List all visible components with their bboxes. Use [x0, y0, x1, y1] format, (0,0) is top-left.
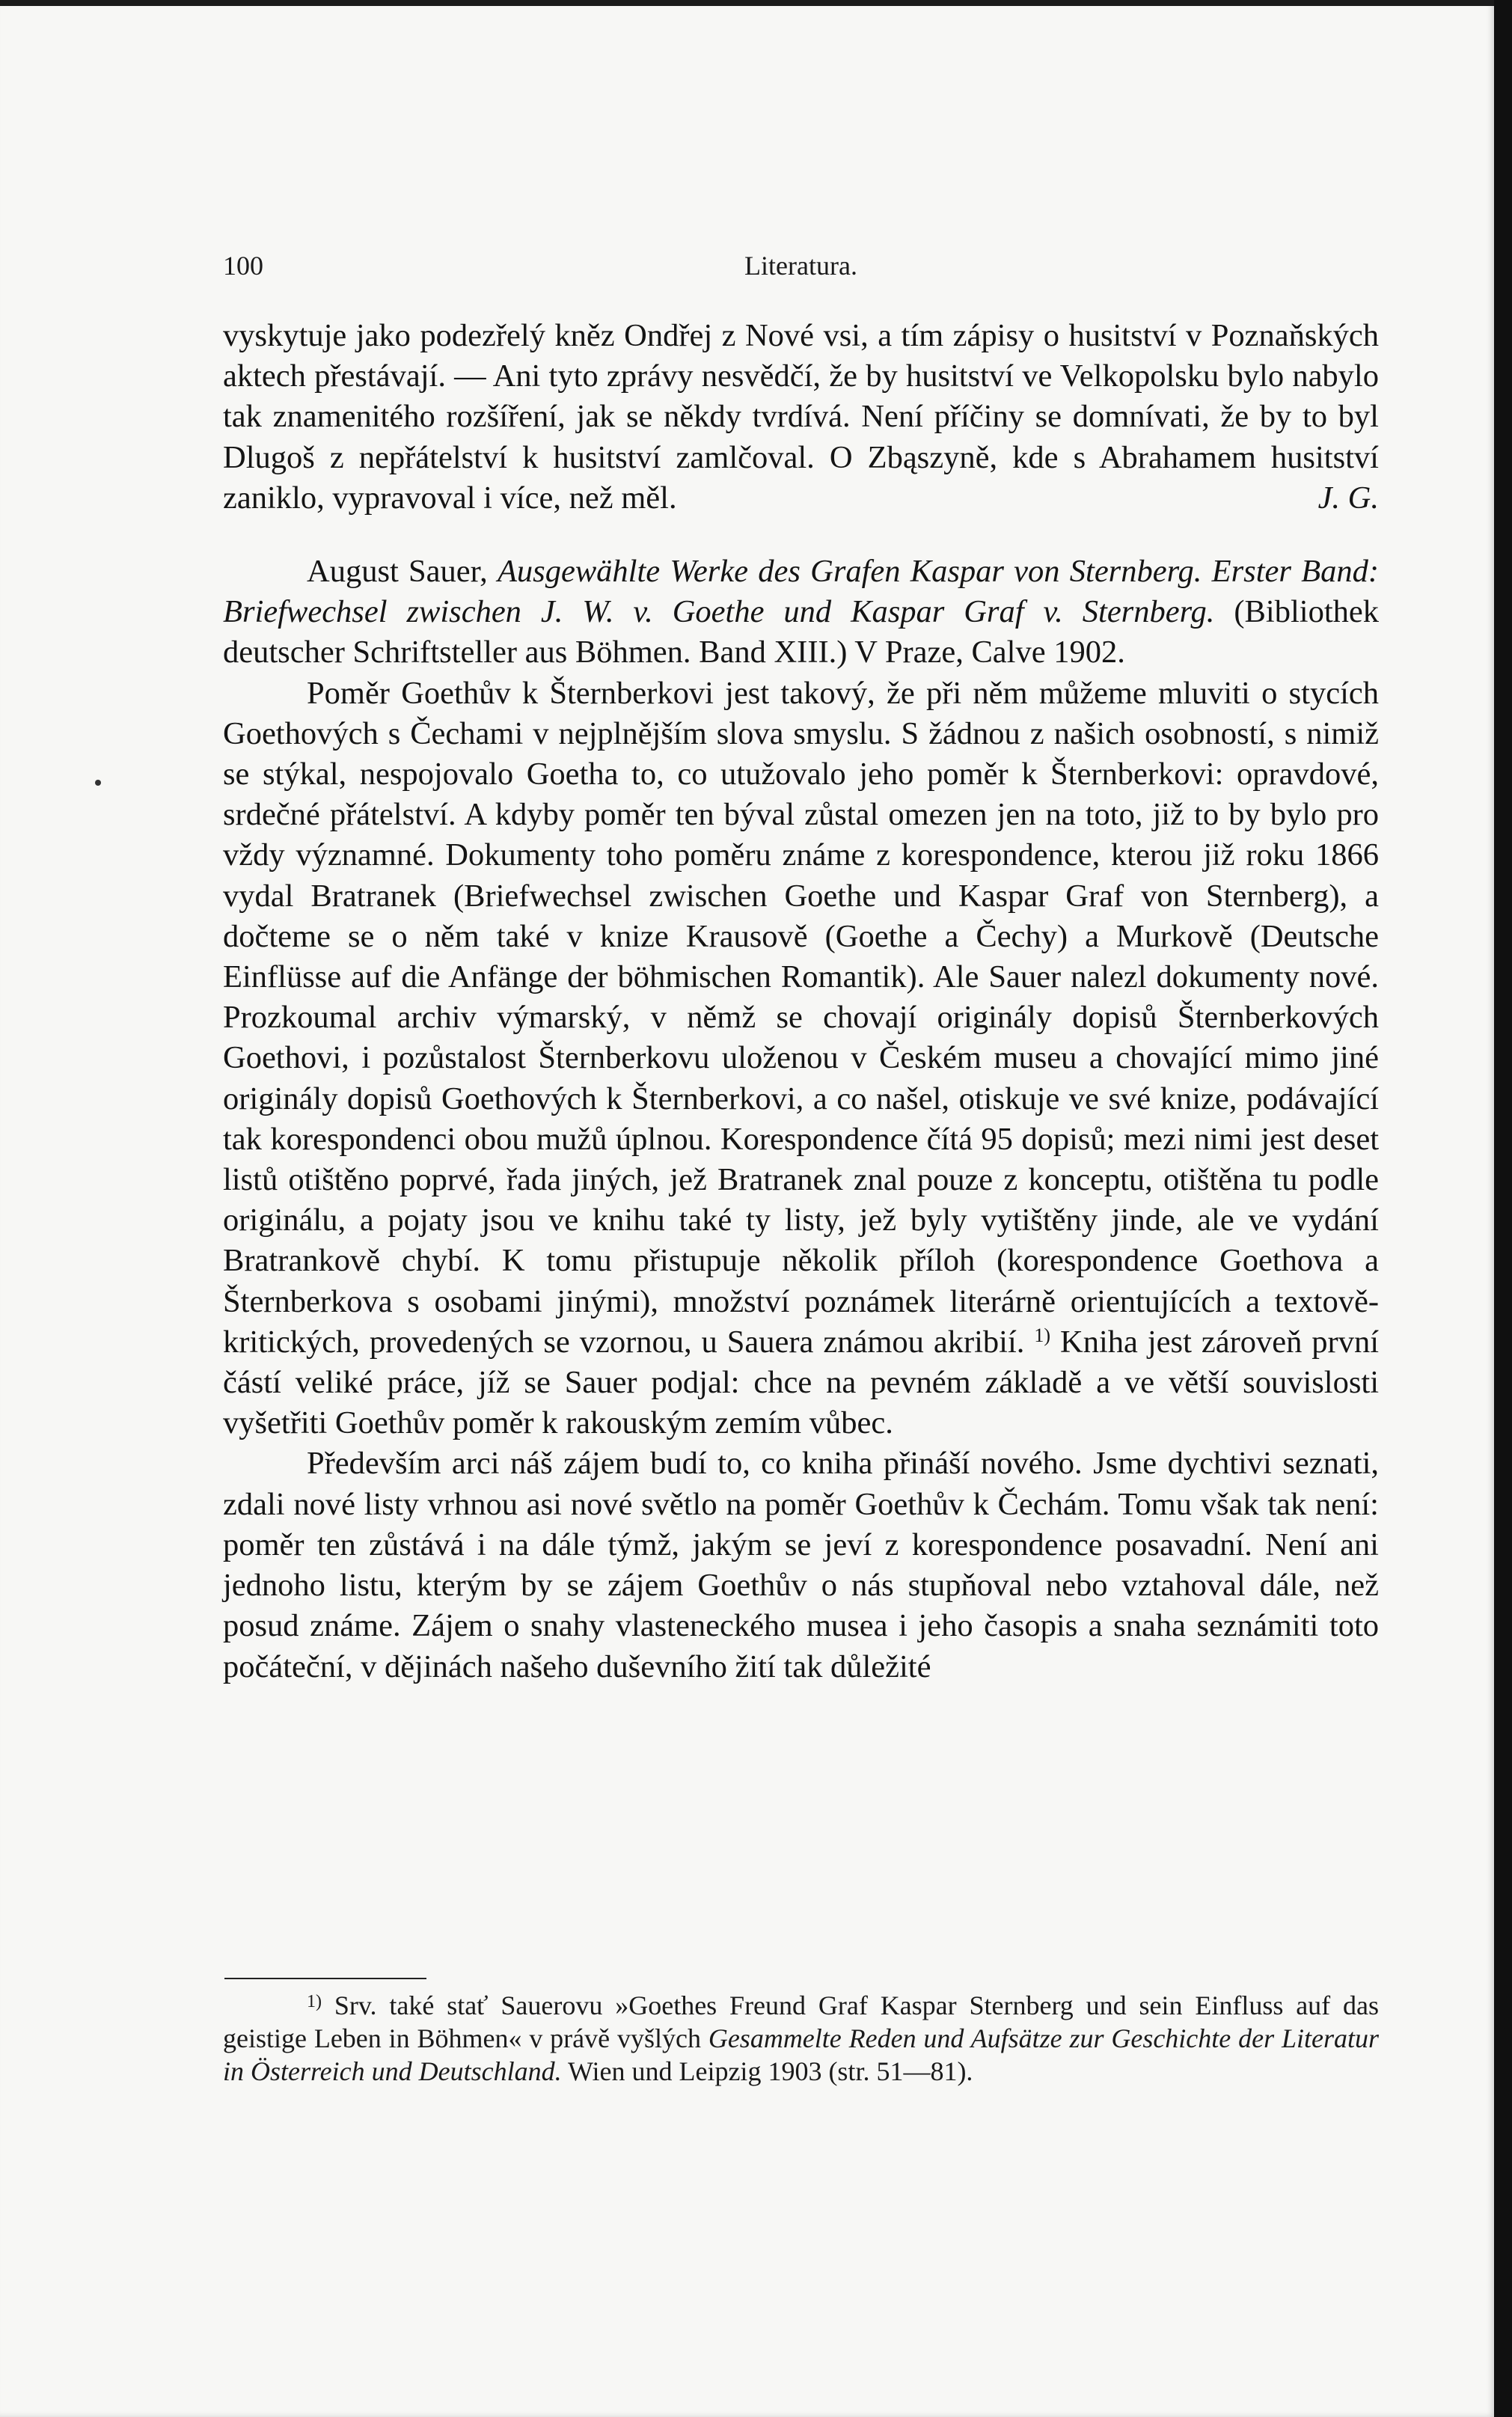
footnote-text-end: Wien und Leipzig 1903 (str. 51—81). [567, 2056, 973, 2086]
main-text [223, 316, 1379, 1687]
reference-title: Ausgewählte Werke des Grafen Kaspar von Sternberg. Erster Band: Briefwechsel zwischen J. W. v. Goethe und Kaspar Graf v. Sternberg. [223, 554, 1379, 630]
paragraph-2 [223, 673, 1379, 1444]
page-number: 100 [223, 251, 263, 281]
paragraph-3-text: Především arci náš zájem budí to, co kniha přináší nového. Jsme dychtivi seznati, zdali nové listy vrhnou asi nové světlo na poměr Goethův k Čechám. Tomu však tak není: poměr ten zůstává i na dále týmž, jakým se jeví z korespondence posavadní. Není ani jednoho listu, kterým by se zájem Goethův o nás stupňoval nebo vztahoval dále, než posud známe. Zájem o snahy vlasteneckého musea i jeho časopis a snaha seznámiti toto počáteční, v dějinách našeho duševního žití tak důležité [223, 1446, 1379, 1684]
scan-border-right [1494, 0, 1512, 2417]
running-title: Literatura. [744, 251, 857, 281]
paragraph-1 [223, 316, 1379, 519]
reference-details: (Bibliothek deutscher Schriftsteller aus Böhmen. Band XIII.) V Praze, Calve 1902. [223, 594, 1379, 670]
paragraph-2-text: Poměr Goethův k Šternberkovi jest takový, že při něm můžeme mluviti o stycích Goethových s Čechami v nejplnějším slova smyslu. S žádnou z našich osobností, s nimiž se stýkal, nespojovalo Goetha to, co utužovalo jeho poměr k Šternberkovi: opravdové, srdečné přátelství. A kdyby poměr ten býval zůstal omezen jen na toto, již to by bylo pro vždy významné. Dokumenty toho poměru známe z korespondence, kterou již roku 1866 vydal Bratranek (Briefwechsel zwischen Goethe und Kaspar Graf von Sternberg), a dočteme se o něm také v knize Krausově (Goethe a Čechy) a Murkově (Deutsche Einflüsse auf die Anfänge der böhmischen Romantik). Ale Sauer nalezl dokumenty nové. Prozkoumal archiv výmarský, v němž se chovají originály dopisů Šternberkových Goethovi, i pozůstalost Šternberkovu uloženou v Českém museu a chovající mimo jiné originály dopisů Goethových k Šternberkovi, a co našel, otiskuje ve své knize, podávající tak korespondenci obou mužů úplnou. Korespondence čítá 95 dopisů; mezi nimi jest deset listů otištěno poprvé, řada jiných, jež Bratranek znal pouze z konceptu, otištěna tu podle originálu, a pojaty jsou ve knihu také ty listy, jež byly vytištěny jinde, ale ve vydání Bratrankově chybí. K tomu přistupuje několik příloh (korespondence Goethova a Šternberkova s osobami jinými), množství poznámek literárně orientujících a textově-kritických, provedených se vzornou, u Sauera známou akribií. [223, 675, 1379, 1360]
footnote-divider [224, 1978, 426, 1979]
footnote-reference-mark: 1) [1034, 1324, 1051, 1346]
paragraph-2-tail: Kniha jest zároveň první částí veliké práce, jíž se Sauer podjal: chce na pevném základě a ve větší souvislosti vyšetřiti Goethův poměr k rakouským zemím vůbec. [223, 1324, 1380, 1441]
paragraph-1-signature: J. G. [1317, 480, 1379, 516]
footnote-paragraph [223, 1989, 1379, 2088]
footnote-italic-title: Gesammelte Reden und Aufsätze zur Geschichte der Literatur in Österreich und Deutschland. [223, 2023, 1379, 2086]
paragraph-3 [223, 1443, 1379, 1687]
scan-speck [95, 780, 101, 786]
book-reference [223, 551, 1379, 673]
paragraph-1-text: vyskytuje jako podezřelý kněz Ondřej z Nové vsi, a tím zápisy o husitství v Poznaňských aktech přestávají. — Ani tyto zprávy nesvědčí, že by husitství ve Velkopolsku bylo nabylo tak znamenitého rozšíření, jak se někdy tvrdívá. Není příčiny se domnívati, že by to byl Dlugoš z nepřátelství k husitství zamlčoval. O Zbąszyně, kde s Abrahamem husitství zaniklo, vypravoval i více, než měl. [223, 318, 1379, 516]
footnote-mark: 1) [307, 1992, 322, 2011]
footnote [223, 1989, 1379, 2088]
reference-author: August Sauer, [307, 554, 488, 590]
scan-border-top [0, 0, 1496, 6]
footnote-text-start: Srv. také stať Sauerovu »Goethes Freund Graf Kaspar Sternberg und sein Einfluss auf das geistige Leben in Böhmen« v právě vyšlých [223, 1990, 1379, 2053]
